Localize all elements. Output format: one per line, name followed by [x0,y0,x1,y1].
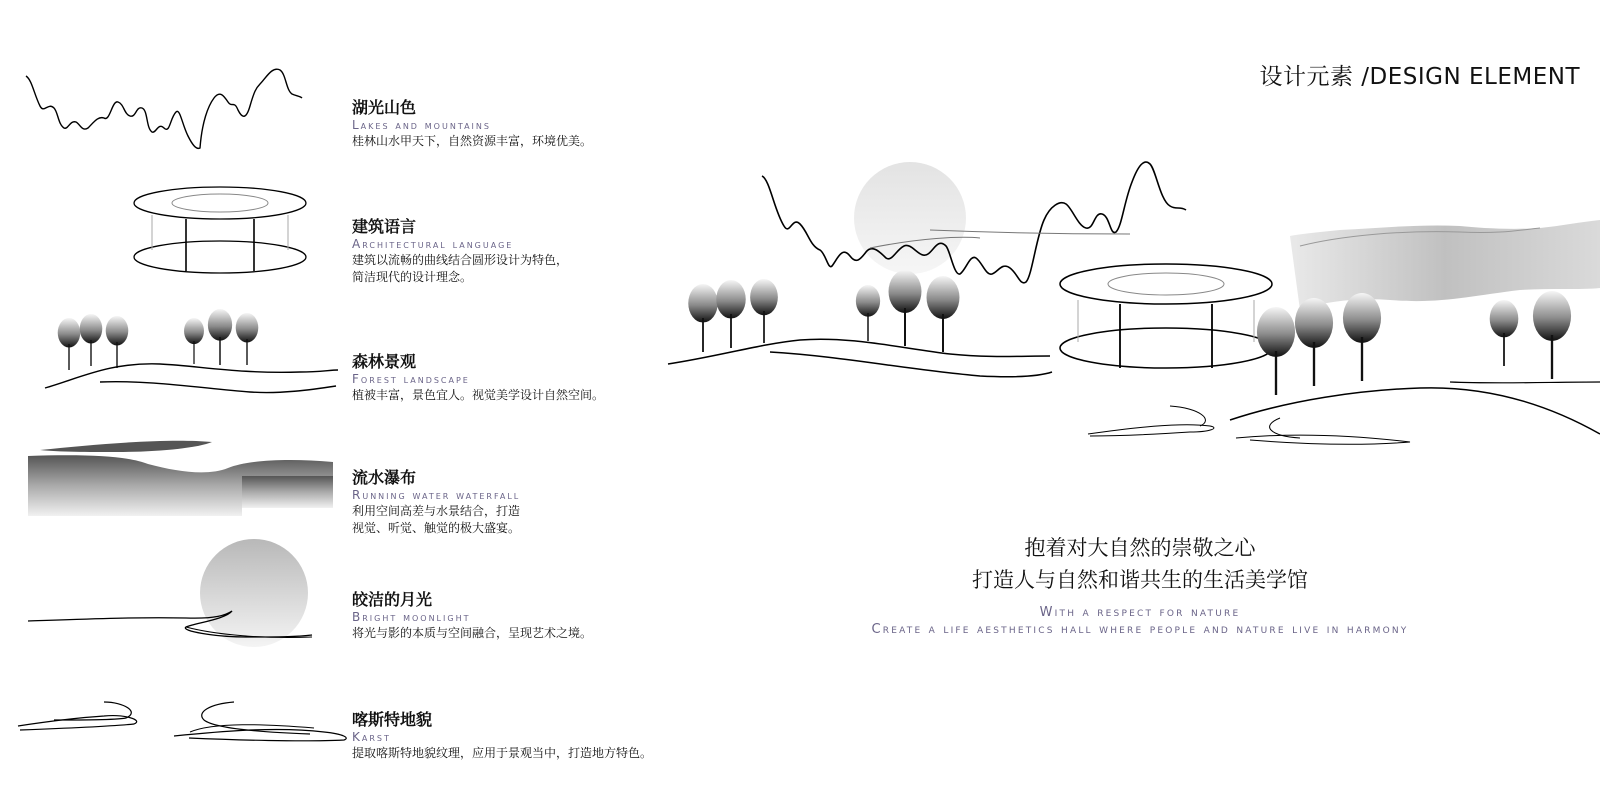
mountain-icon [20,62,310,157]
motto [760,532,1520,638]
element-title-en: Running water waterfall [352,488,521,502]
ground-hill-right [1230,388,1600,434]
element-title-en: Forest landscape [352,372,470,386]
motto-line1-zh: 抱着对大自然的崇敬之心 [1024,536,1256,560]
pavilion [1060,264,1272,368]
element-desc: 植被丰富，景色宜人。视觉美学设计自然空间。 [352,388,605,402]
element-waterfall [352,468,520,537]
element-desc: 提取喀斯特地貌纹理，应用于景观当中，打造地方特色。 [352,746,653,760]
ground-hill-left [668,339,1050,364]
element-architecture [352,217,568,286]
element-title-en: Bright moonlight [352,610,471,624]
element-title-zh: 建筑语言 [352,217,417,236]
element-title-zh: 湖光山色 [352,98,417,117]
pavilion-icon [130,185,310,277]
element-karst [352,710,652,762]
element-lakes-mountains [352,98,592,150]
element-moonlight [352,590,592,642]
karst-lines [1088,425,1214,436]
forest-icon [40,312,340,404]
waterfall-icon [28,438,338,518]
element-title-en: Karst [352,730,391,744]
element-title-zh: 皎洁的月光 [352,590,433,609]
karst-icon [14,698,354,744]
element-desc: 建筑以流畅的曲线结合圆形设计为特色， 简洁现代的设计理念。 [352,253,569,284]
element-title-en: Architectural language [352,237,514,251]
composite-landscape-illustration [680,150,1600,460]
moon [854,162,966,274]
element-desc: 利用空间高差与水景结合，打造 视觉、听觉、触觉的极大盛宴。 [352,504,521,535]
element-title-zh: 流水瀑布 [352,468,417,487]
page-title: 设计元素 /DESIGN ELEMENT [1259,64,1580,90]
element-title-en: Lakes and mountains [352,118,491,132]
motto-line2-zh: 打造人与自然和谐共生的生活美学馆 [972,568,1308,592]
element-desc: 将光与影的本质与空间融合，呈现艺术之境。 [352,626,593,640]
element-title-zh: 森林景观 [352,352,417,371]
mountain-ridge [762,162,1186,283]
moon-icon [26,545,326,650]
motto-line1-en: With a respect for nature [1039,605,1241,620]
element-forest [352,352,604,404]
motto-line2-en: Create a life aesthetics hall where people and nature live in harmony [871,622,1409,637]
element-title-zh: 喀斯特地貌 [352,710,433,729]
element-desc: 桂林山水甲天下，自然资源丰富，环境优美。 [352,134,593,148]
